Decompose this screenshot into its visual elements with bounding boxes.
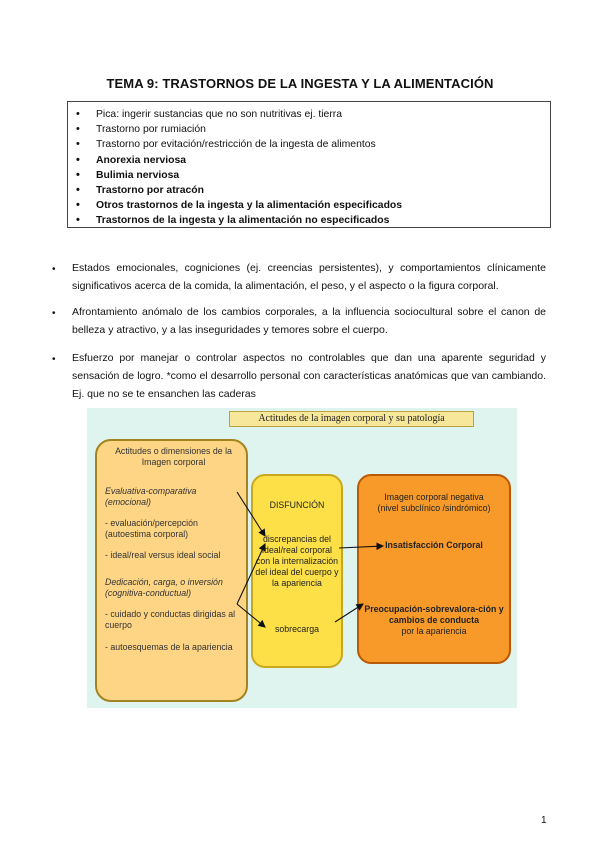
ideal-real-item: - ideal/real versus ideal social	[105, 550, 221, 560]
body-image-diagram	[87, 408, 517, 708]
bullet: •	[52, 308, 56, 319]
arrow-to-dissatisfaction	[339, 546, 383, 548]
arrow-to-preoccupation	[335, 604, 363, 622]
page-title: TEMA 9: TRASTORNOS DE LA INGESTA Y LA ALIMENTACIÓN	[106, 76, 494, 91]
evaluative-label: Evaluativa-comparativa (emocional)	[105, 486, 197, 507]
arrow-evaluative-to-discrepancies	[237, 492, 265, 536]
disorder-item: • Pica: ingerir sustancias que no son nutritivas ej. tierra	[74, 107, 544, 122]
dysfunction-heading: DISFUNCIÓN	[269, 500, 325, 510]
care-item: - cuidado y conductas dirigidas al cuerpo	[105, 609, 236, 630]
self-schema-item: - autoesquemas de la apariencia	[105, 642, 233, 652]
bullet: •	[52, 354, 56, 365]
paragraph-1: Estados emocionales, cogniciones (ej. creencias persistentes), y comportamientos clínicamente significativos acerca de la comida, la alimentación, el peso, y el aspecto o la figura corporal.	[72, 262, 546, 292]
dedication-label: Dedicación, carga, o inversión (cognitiva-conductual)	[105, 577, 223, 598]
appearance-text: por la apariencia	[401, 626, 467, 636]
bullet: •	[52, 264, 56, 275]
paragraph-3: Esfuerzo por manejar o controlar aspectos no controlables que dan una aparente seguridad y sensación de logro. *como el desarrollo personal con características anatómicas que van cambiando. Ej. que no se te ensanchen las caderas	[72, 352, 546, 400]
overload-text: sobrecarga	[274, 624, 319, 634]
disorder-item: • Bulimia nerviosa	[74, 168, 544, 183]
diagram-title: Actitudes de la imagen corporal y su patología	[229, 411, 474, 427]
disorder-item: • Otros trastornos de la ingesta y la alimentación especificados	[74, 198, 544, 213]
preoccupation-text: Preocupación-sobrevalora-ción y cambios de conducta	[364, 604, 504, 625]
disorder-item: • Trastorno por atracón	[74, 183, 544, 198]
disorders-box	[67, 101, 551, 228]
arrow-dedication-to-overload	[237, 604, 265, 627]
disorders-list	[74, 107, 544, 229]
disorder-item: • Trastorno por evitación/restricción de la ingesta de alimentos	[74, 137, 544, 152]
disorder-item: • Trastornos de la ingesta y la alimentación no especificados	[74, 213, 544, 228]
arrow-dedication-to-discrepancies	[237, 544, 265, 604]
page-number: 1	[541, 815, 547, 826]
disorder-item: • Anorexia nerviosa	[74, 153, 544, 168]
dissatisfaction-text: Insatisfacción Corporal	[385, 540, 483, 550]
diagram-arrows	[87, 408, 517, 708]
evaluation-item: - evaluación/percepción (autoestima corporal)	[105, 518, 198, 539]
discrepancies-text: discrepancias del ideal/real corporal con la internalización del ideal del cuerpo y la apariencia	[255, 534, 339, 588]
disorder-item: • Trastorno por rumiación	[74, 122, 544, 137]
paragraph-2: Afrontamiento anómalo de los cambios corporales, a la influencia sociocultural sobre el canon de belleza y atractivo, y a las inseguridades y temores sobre el cuerpo.	[72, 306, 546, 336]
attitudes-heading: Actitudes o dimensiones de la Imagen corporal	[115, 446, 232, 467]
negative-image-heading: Imagen corporal negativa (nivel subclínico /sindrómico)	[377, 492, 491, 513]
